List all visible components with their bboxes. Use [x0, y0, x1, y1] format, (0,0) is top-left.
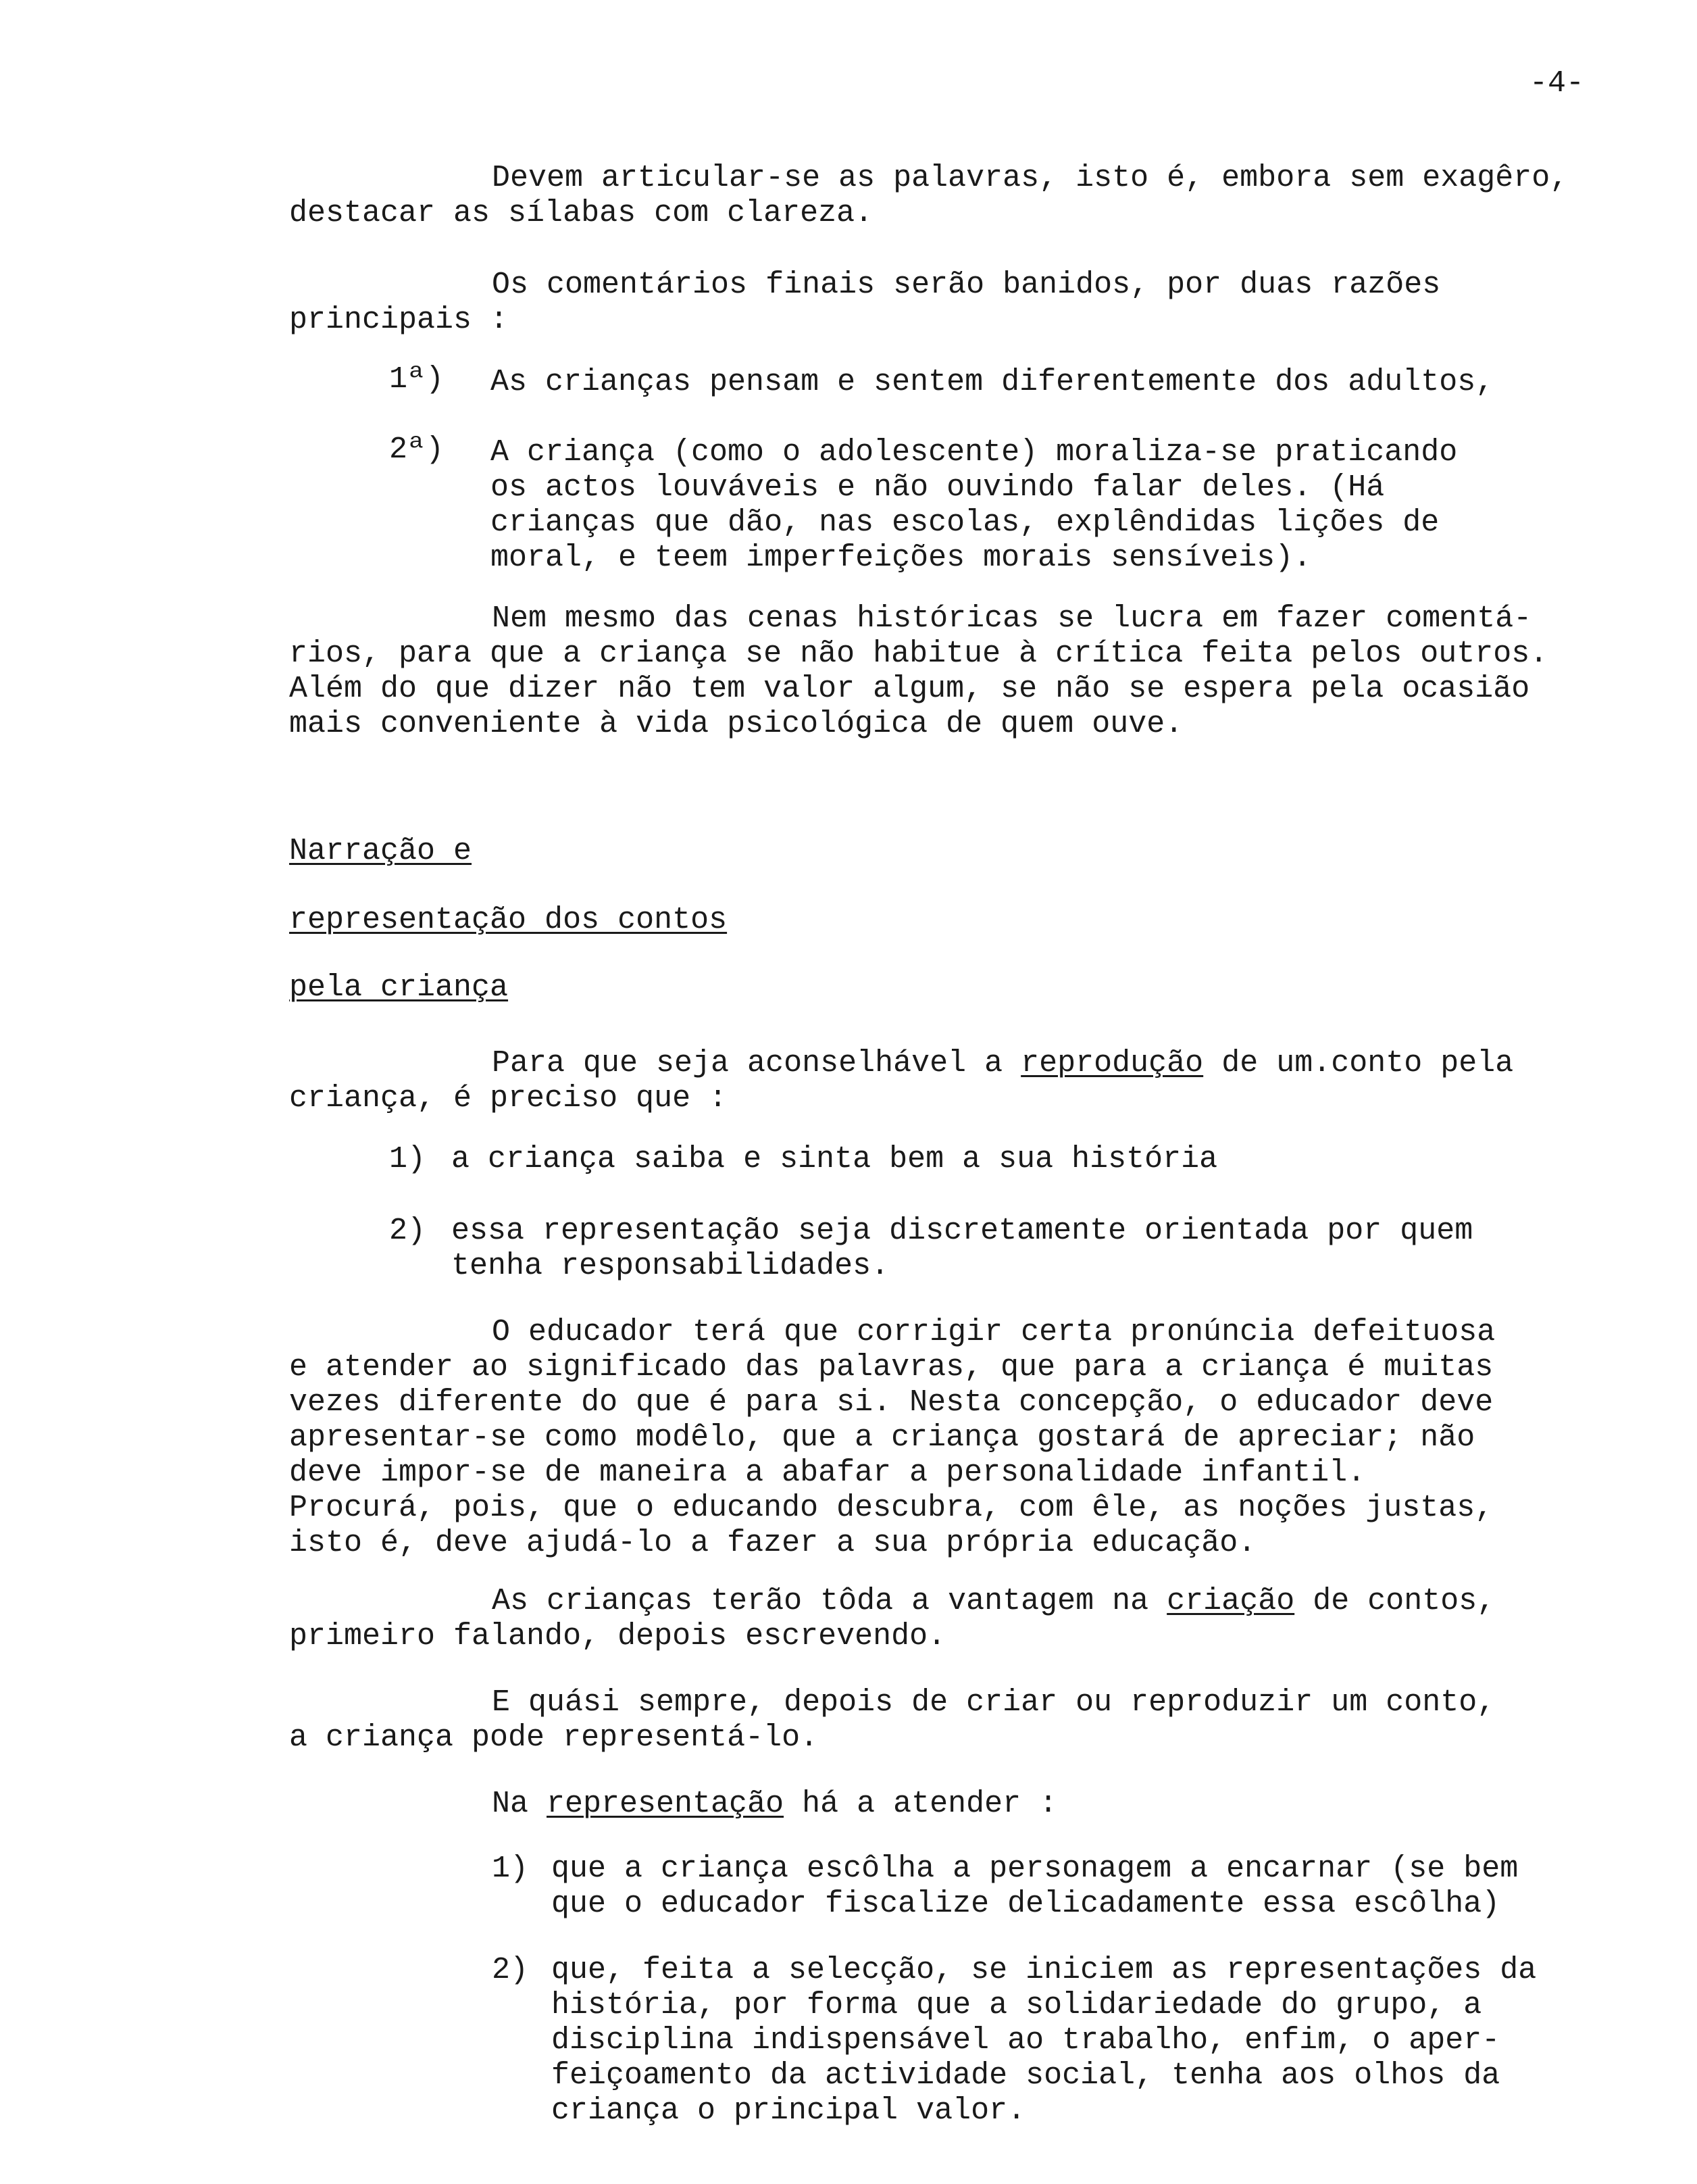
- paragraph-line: e atender ao significado das palavras, que para a criança é muitas: [289, 1350, 1494, 1385]
- page-number: -4-: [1529, 66, 1585, 101]
- list-item-line: a criança saiba e sinta bem a sua história: [451, 1142, 1218, 1176]
- paragraph-line: Os comentários finais serão banidos, por duas razões: [492, 268, 1441, 302]
- paragraph-representation-intro: [492, 1787, 1057, 1822]
- list-item-condition-2: [451, 1214, 1473, 1284]
- section-heading-line: Narração e: [289, 834, 472, 868]
- list-item-line: que o educador fiscalize delicadamente essa escôlha): [551, 1887, 1500, 1921]
- underlined-term: representação: [547, 1787, 784, 1821]
- paragraph-line: a criança pode representá-lo.: [289, 1720, 819, 1755]
- list-item-line: história, por forma que a solidariedade do grupo, a: [551, 1988, 1482, 2022]
- paragraph-line: criança, é preciso que :: [289, 1081, 728, 1116]
- paragraph-line: Procurá, pois, que o educando descubra, com êle, as noções justas,: [289, 1491, 1494, 1525]
- section-heading-line: pela criança: [289, 970, 509, 1005]
- paragraph-line: O educador terá que corrigir certa pronúncia defeituosa: [492, 1315, 1496, 1349]
- list-item-attend-1: [551, 1852, 1518, 1922]
- list-item-line: tenha responsabilidades.: [451, 1249, 890, 1283]
- paragraph-line: rios, para que a criança se não habitue à crítica feita pelos outros.: [289, 637, 1548, 671]
- list-item-line: criança o principal valor.: [551, 2093, 1026, 2128]
- paragraph-line: Nem mesmo das cenas históricas se lucra em fazer comentá-: [492, 601, 1532, 636]
- list-item-attend-2: [551, 1953, 1536, 2129]
- paragraph-line: principais :: [289, 303, 509, 337]
- list-number: 2ª): [389, 432, 445, 467]
- paragraph-line: apresentar-se como modêlo, que a criança gostará de apreciar; não: [289, 1420, 1475, 1455]
- section-heading-line: representação dos contos: [289, 903, 728, 937]
- text-run: há a atender :: [784, 1787, 1058, 1821]
- paragraph-reproduction: [289, 1046, 1513, 1116]
- paragraph-line: deve impor-se de maneira a abafar a personalidade infantil.: [289, 1456, 1366, 1490]
- text-run: Na: [492, 1787, 547, 1821]
- paragraph-line: Devem articular-se as palavras, isto é, embora sem exagêro,: [492, 161, 1569, 195]
- list-item-line: essa representação seja discretamente orientada por quem: [451, 1214, 1473, 1248]
- text-run: de um.conto pela: [1203, 1046, 1514, 1081]
- list-number: 1): [492, 1852, 529, 1886]
- paragraph-represent: [289, 1685, 1495, 1756]
- paragraph-creation: [289, 1584, 1495, 1654]
- paragraph-final-comments: [289, 268, 1440, 338]
- list-item-line: que a criança escôlha a personagem a encarnar (se bem: [551, 1852, 1519, 1886]
- list-item-line: os actos louváveis e não ouvindo falar deles. (Há: [490, 470, 1385, 505]
- paragraph-articulation: [289, 161, 1568, 231]
- text-run: de contos,: [1294, 1584, 1496, 1618]
- list-item-line: disciplina indispensável ao trabalho, enfim, o aper-: [551, 2023, 1500, 2058]
- paragraph-line: [492, 1787, 1057, 1822]
- list-item-line: que, feita a selecção, se iniciem as representações da: [551, 1953, 1537, 1987]
- list-item-line: As crianças pensam e sentem diferentemente dos adultos,: [490, 365, 1494, 399]
- list-number: 1): [389, 1142, 426, 1176]
- paragraph-line: Além do que dizer não tem valor algum, se não se espera pela ocasião: [289, 672, 1530, 706]
- list-item-reason-2: [490, 435, 1457, 576]
- list-number: 2): [389, 1214, 426, 1248]
- text-run: Para que seja aconselhável a: [492, 1046, 1021, 1081]
- paragraph-line: E quási sempre, depois de criar ou reproduzir um conto,: [492, 1685, 1496, 1720]
- paragraph-line: isto é, deve ajudá-lo a fazer a sua própria educação.: [289, 1526, 1257, 1560]
- paragraph-historical-scenes: [289, 601, 1548, 742]
- list-item-reason-1: [490, 365, 1494, 400]
- list-item-line: moral, e teem imperfeições morais sensíveis).: [490, 541, 1312, 575]
- paragraph-line: vezes diferente do que é para si. Nesta concepção, o educador deve: [289, 1385, 1494, 1420]
- list-item-line: A criança (como o adolescente) moraliza-se praticando: [490, 435, 1458, 470]
- list-number: 1ª): [389, 362, 445, 397]
- list-item-condition-1: [451, 1142, 1217, 1177]
- underlined-term: reprodução: [1021, 1046, 1204, 1081]
- paragraph-line: [492, 1584, 1495, 1619]
- paragraph-line: mais conveniente à vida psicológica de quem ouve.: [289, 707, 1184, 741]
- underlined-term: criação: [1167, 1584, 1295, 1618]
- text-run: As crianças terão tôda a vantagem na: [492, 1584, 1167, 1618]
- list-number: 2): [492, 1953, 529, 1987]
- paragraph-line: primeiro falando, depois escrevendo.: [289, 1619, 946, 1654]
- paragraph-line: [492, 1046, 1513, 1081]
- list-item-line: crianças que dão, nas escolas, explêndidas lições de: [490, 505, 1440, 540]
- paragraph-educator: [289, 1315, 1495, 1561]
- list-item-line: feiçoamento da actividade social, tenha aos olhos da: [551, 2058, 1500, 2093]
- paragraph-line: destacar as sílabas com clareza.: [289, 196, 873, 230]
